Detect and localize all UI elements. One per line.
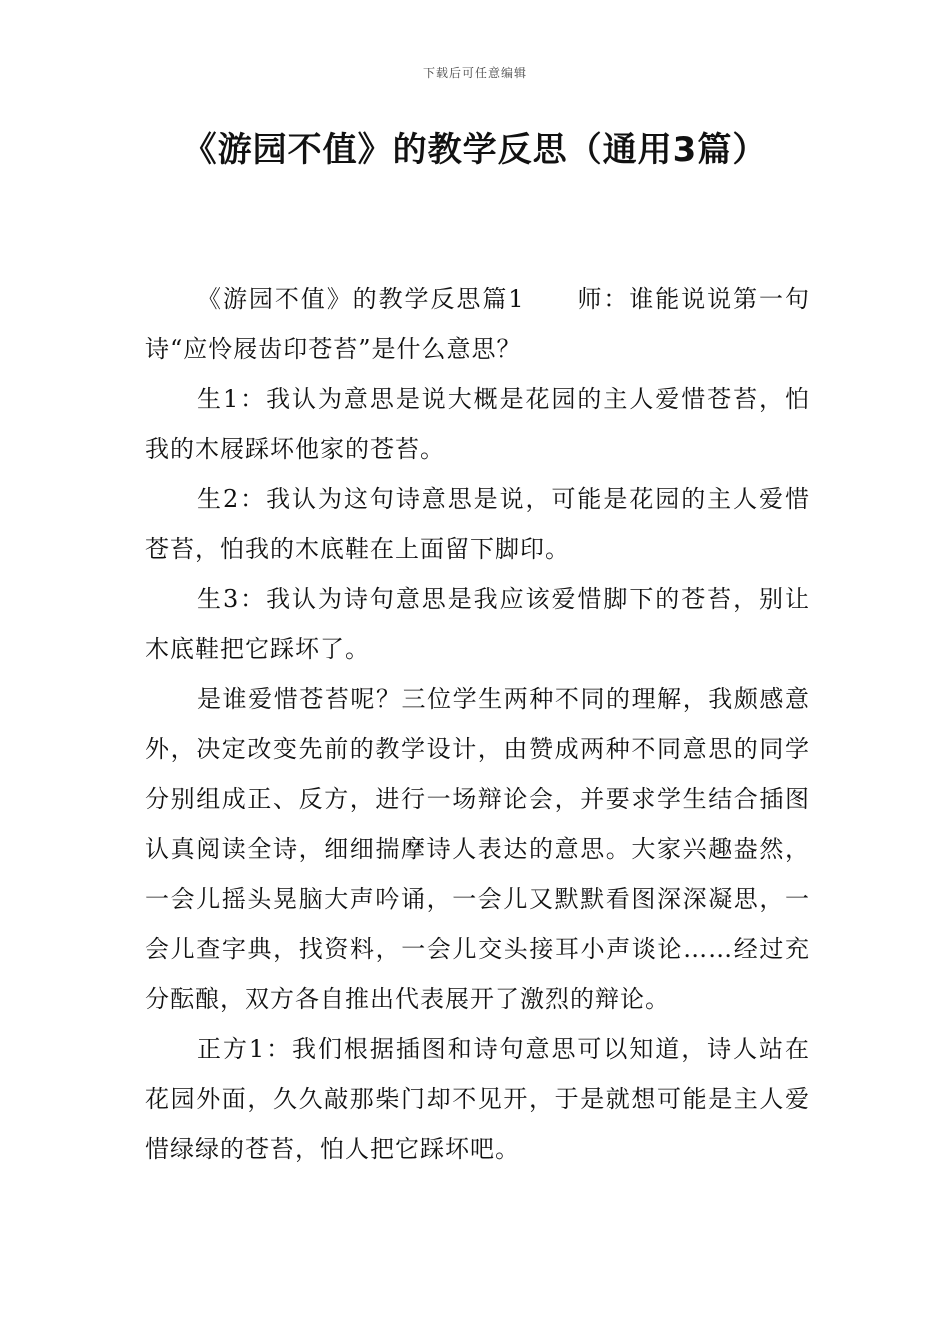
header-note: 下载后可任意编辑 xyxy=(422,66,527,80)
intro-text: 师：谁能说说第一句诗“应怜屐齿印苍苔”是什么意思？ xyxy=(145,285,810,363)
section-heading: 《游园不值》的教学反思篇1 xyxy=(197,285,525,313)
intro-paragraph xyxy=(145,274,810,374)
paragraph-student-2: 生2：我认为这句诗意思是说，可能是花园的主人爱惜苍苔，怕我的木底鞋在上面留下脚印。 xyxy=(145,485,810,563)
document-body xyxy=(145,274,810,1174)
paragraph-affirmative-1: 正方1：我们根据插图和诗句意思可以知道，诗人站在花园外面，久久敲那柴门却不见开，于是就想可能是主人爱惜绿绿的苍苔，怕人把它踩坏吧。 xyxy=(145,1035,810,1163)
paragraph-reflection: 是谁爱惜苍苔呢？三位学生两种不同的理解，我颇感意外，决定改变先前的教学设计，由赞成两种不同意思的同学分别组成正、反方，进行一场辩论会，并要求学生结合插图认真阅读全诗，细细揣摩诗人表达的意思。大家兴趣盎然，一会儿摇头晃脑大声吟诵，一会儿又默默看图深深凝思，一会儿查字典，找资料，一会儿交头接耳小声谈论……经过充分酝酿，双方各自推出代表展开了激烈的辩论。 xyxy=(145,685,810,1013)
document-title: 《游园不值》的教学反思（通用3篇） xyxy=(182,130,768,170)
paragraph-student-1: 生1：我认为意思是说大概是花园的主人爱惜苍苔，怕我的木屐踩坏他家的苍苔。 xyxy=(145,385,810,463)
paragraph-student-3: 生3：我认为诗句意思是我应该爱惜脚下的苍苔，别让木底鞋把它踩坏了。 xyxy=(145,585,810,663)
